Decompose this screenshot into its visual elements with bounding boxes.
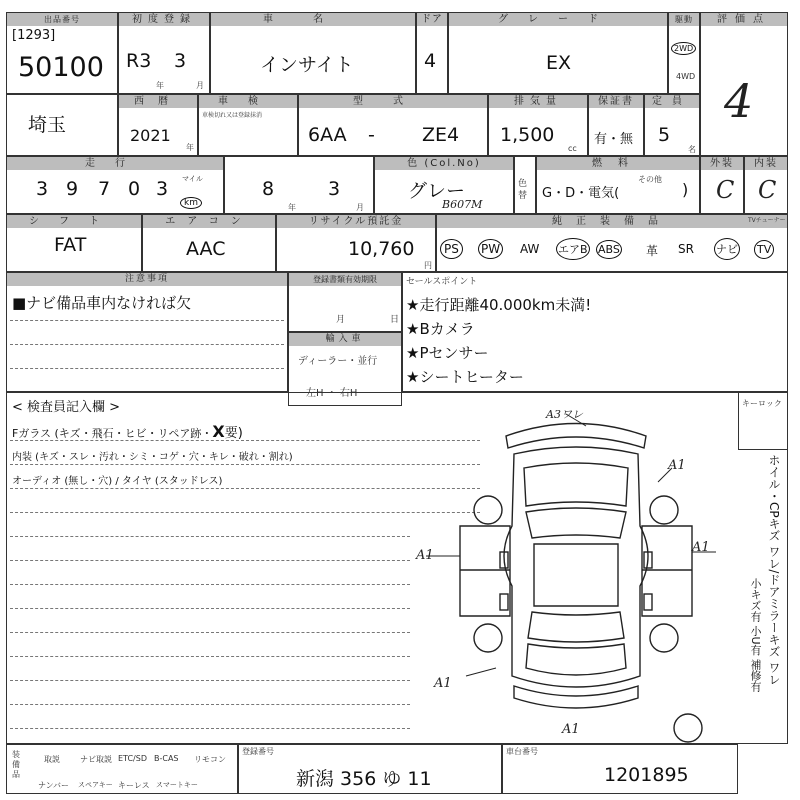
hood [524, 463, 628, 506]
rear-bumper [514, 686, 638, 708]
inspector-line1-label: Fガラス (キズ・飛石・ヒビ・リペア跡・ [12, 427, 213, 440]
wheel-fr [650, 496, 678, 524]
side-note-1: ホイル・CPキズ ワレ/ドアミラーキズ ワレ [767, 454, 781, 686]
rear-window [528, 612, 624, 642]
inspector-line [10, 464, 480, 465]
fuel-options: G・D・電気( [542, 186, 620, 201]
inspector-line [10, 680, 410, 681]
recycle-unit: 円 [424, 261, 432, 270]
drive-header: 駆動 [669, 13, 699, 26]
displacement-value: 1,500 [500, 124, 555, 146]
shaken-sub: 車検切れ又は登録抹消 [202, 112, 263, 119]
drive-2wd: 2WD [671, 36, 696, 55]
grade-value: EX [546, 52, 572, 74]
score-header: 評価点 [701, 13, 787, 26]
notes-line [10, 368, 284, 369]
score-value: 4 [724, 74, 754, 128]
import-dealer: ディーラー・並行 [298, 356, 378, 367]
inspector-line1-mark: X [212, 422, 225, 441]
inspector-line [10, 632, 410, 633]
inspector-line [10, 704, 410, 705]
model-prefix: 6AA [308, 124, 347, 146]
inspector-line [10, 440, 480, 441]
inspector-line1 [12, 422, 243, 441]
bottom-cell-manual: 取説 [44, 755, 60, 764]
car-body [504, 447, 648, 687]
model-code: ZE4 [422, 124, 460, 146]
equip-aw: AW [520, 242, 540, 256]
mileage-digit-1: 3 [36, 178, 49, 200]
mileage-unit-mile: マイル [182, 175, 203, 183]
handle-right [644, 594, 652, 610]
recycle-value: 10,760 [348, 238, 415, 260]
inspector-line [10, 584, 410, 585]
seireki-unit: 年 [186, 143, 194, 152]
plate-number: 新潟 356 ゆ 11 [296, 768, 432, 790]
plate-header: 登録番号 [242, 747, 274, 756]
lot-sub: [1293] [12, 28, 56, 43]
wheel-fl [474, 496, 502, 524]
model-dash: - [368, 124, 375, 146]
notes-box [6, 272, 288, 392]
inspector-header: < 検査員記入欄 > [12, 400, 121, 415]
reg-era: R3 [126, 50, 152, 72]
doc-expiry-header: 登録書類有効期限 [289, 273, 401, 286]
capacity-header: 定員 [645, 95, 699, 108]
lot-header: 出品番号 [7, 13, 117, 26]
side-note-2: 小キズ有 小U有 補修有 [749, 578, 762, 693]
equip-abs: ABS [596, 238, 622, 259]
bottom-cell-etc: ETC/SD [118, 754, 147, 763]
bottom-cell-remote: リモコン [194, 755, 226, 764]
mileage-unit-km: km [180, 190, 202, 209]
inspector-line [10, 656, 410, 657]
equipment-header: 純正装備品 [437, 215, 787, 228]
shaken-date-box [224, 156, 374, 214]
shaken-month-unit: 月 [356, 203, 364, 212]
shaken-year: 8 [262, 178, 275, 200]
sales-header: セールスポイント [406, 277, 478, 287]
reg-unit-year: 年 [156, 81, 164, 90]
fuel-close: ) [682, 180, 689, 199]
bottom-cell-navi-manual: ナビ取説 [80, 755, 112, 764]
notes-line [10, 320, 284, 321]
mark-rear-left: A1 [434, 676, 452, 691]
doors-value: 4 [424, 50, 437, 72]
bottom-cell-smart-key: スマートキー [156, 781, 198, 789]
seireki-value: 2021 [130, 126, 171, 145]
doc-expiry-day: 日 [390, 315, 400, 325]
sales-point-3: ★Pセンサー [406, 344, 489, 362]
chassis-header: 車台番号 [506, 747, 538, 756]
left-doors [460, 526, 510, 616]
roof [534, 544, 618, 606]
car-name-header: 車名 [211, 13, 415, 26]
interior-header: 内装 [745, 157, 787, 170]
bottom-cell-spare-key: スペアキー [78, 781, 113, 789]
mileage-digit-5: 3 [156, 178, 169, 200]
handle-left [500, 594, 508, 610]
equip-pw: PW [478, 238, 503, 259]
mileage-digit-2: 9 [66, 178, 79, 200]
recycle-header: リサイクル預託金 [277, 215, 435, 228]
shift-header: シフト [7, 215, 141, 228]
drive-4wd: 4WD [676, 72, 696, 81]
chassis-number: 1201895 [604, 764, 689, 786]
fuel-other: その他 [638, 175, 662, 184]
displacement-header: 排気量 [489, 95, 587, 108]
spare-tire [674, 714, 702, 742]
shaken-year-unit: 年 [288, 203, 296, 212]
reg-header: 初度登録 [119, 13, 209, 26]
shaken-month: 3 [328, 178, 341, 200]
aircon-header: エアコン [143, 215, 275, 228]
exterior-value: C [716, 176, 735, 204]
import-handle: 左H ・ 右H [306, 388, 358, 399]
capacity-unit: 名 [688, 145, 696, 154]
warranty-value: 有・無 [594, 132, 634, 147]
mark-left-front: A1 [416, 548, 434, 563]
color-value: グレー [408, 180, 466, 202]
mark-right-front: A1 [668, 458, 686, 473]
sales-point-1: ★走行距離40.000km未満! [406, 296, 592, 314]
import-header: 輸入車 [289, 333, 401, 346]
inspector-line [10, 560, 410, 561]
sales-point-2: ★Bカメラ [406, 320, 475, 338]
inspector-line3: オーディオ (無し・穴) / タイヤ (スタッドレス) [12, 476, 223, 487]
front-bumper [506, 424, 646, 449]
inspector-line [10, 608, 410, 609]
exterior-header: 外装 [701, 157, 743, 170]
color-code: B607M [442, 198, 483, 211]
car-diagram [426, 406, 726, 746]
equip-leather: 革 [646, 244, 659, 258]
fuel-header: 燃料 [537, 157, 699, 170]
doc-expiry-month: 月 [336, 315, 346, 325]
bottom-cell-keyless: キーレス [118, 781, 150, 790]
wheel-rl [474, 624, 502, 652]
car-name: インサイト [260, 54, 354, 76]
lot-number: 50100 [18, 52, 104, 83]
mark-right-side: A1 [692, 540, 710, 555]
mark-rear: A1 [562, 722, 580, 737]
windshield [526, 508, 626, 538]
inspector-line [10, 488, 480, 489]
interior-value: C [758, 176, 777, 204]
mileage-header: 走行 [7, 157, 223, 170]
repaint-label: 色替 [518, 179, 528, 201]
inspector-line [10, 728, 410, 729]
notes-text: ■ナビ備品車内なければ欠 [12, 294, 192, 312]
aircon-value: AAC [186, 238, 226, 260]
model-header: 型式 [299, 95, 487, 108]
bottom-cell-bcas: B-CAS [154, 754, 179, 763]
notes-header: 注意事項 [7, 273, 287, 286]
equip-tuner-label: TVチューナー [748, 217, 786, 224]
grade-header: グレード [449, 13, 667, 26]
bottom-equip-label: 装備品 [12, 750, 20, 779]
displacement-unit: cc [568, 144, 577, 153]
inspector-line [10, 536, 410, 537]
shaken-header: 車検 [199, 95, 297, 108]
inspector-line2: 内装 (キズ・スレ・汚れ・シミ・コゲ・穴・キレ・破れ・割れ) [12, 452, 293, 463]
capacity-value: 5 [658, 124, 671, 146]
equip-sr: SR [678, 242, 694, 256]
inspector-line1-note: 要) [224, 426, 243, 441]
shift-value: FAT [54, 234, 87, 256]
warranty-header: 保証書 [589, 95, 643, 108]
mileage-digit-3: 7 [98, 178, 111, 200]
notes-line [10, 344, 284, 345]
doors-header: ドア [417, 13, 447, 26]
bottom-cell-number: ナンバー [38, 781, 70, 790]
seireki-header: 西暦 [119, 95, 197, 108]
prefecture: 埼玉 [28, 114, 67, 136]
mark-front: A3ワレ [546, 408, 583, 421]
wheel-rr [650, 624, 678, 652]
right-doors [642, 526, 692, 616]
mileage-digit-4: 0 [128, 178, 141, 200]
sales-point-4: ★シートヒーター [406, 368, 524, 386]
keylock-label: キーロック [742, 399, 782, 408]
equip-ps: PS [440, 238, 463, 259]
trunk [526, 644, 626, 675]
auction-sheet [6, 6, 794, 794]
equip-airbag: エアB [556, 238, 590, 260]
reg-month: 3 [174, 50, 187, 72]
equip-tv: TV [754, 238, 774, 259]
color-header: 色 (Col.No) [375, 157, 513, 170]
reg-unit-month: 月 [196, 81, 204, 90]
equip-navi: ナビ [714, 238, 740, 260]
inspector-line [10, 512, 480, 513]
